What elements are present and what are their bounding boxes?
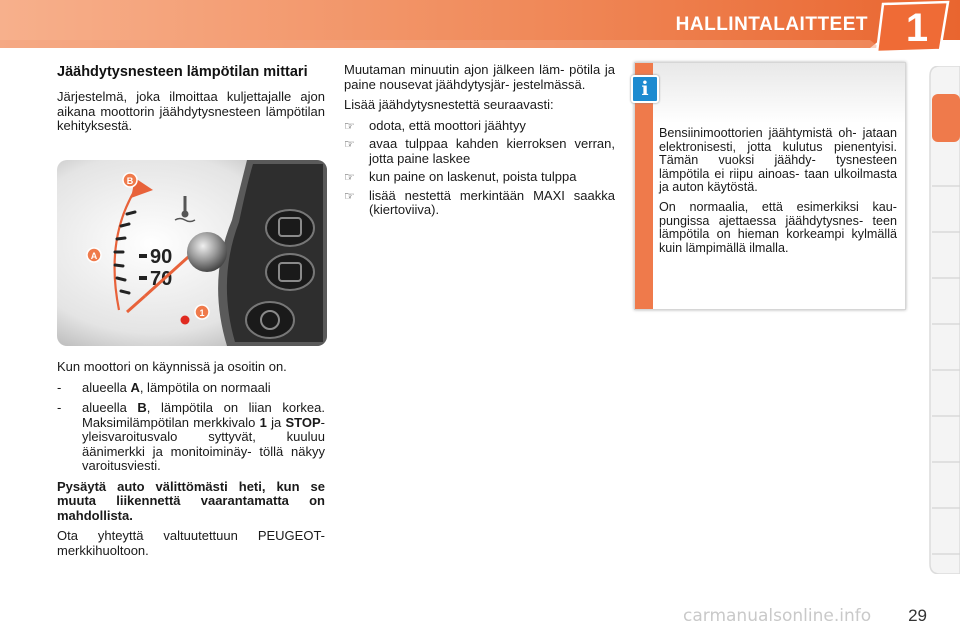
step-item: ☞ odota, että moottori jäähtyy xyxy=(344,117,526,133)
warning-light xyxy=(181,316,190,325)
gauge-mark-90: 90 xyxy=(150,246,173,268)
section-heading: Jäähdytysnesteen lämpötilan mittari xyxy=(57,64,308,80)
gauge-label-b: B xyxy=(126,176,134,186)
info-paragraph-1: Bensiinimoottorien jäähtymistä oh- jataan elektronisesti, jotta kulutus pienentyisi. Tämän vuoksi jäähdy- tysnesteen lämpötila ei riipu ainoas- taan ulkoilmasta ja auton käytöstä. xyxy=(659,126,897,195)
contact-dealer: Ota yhteyttä valtuutettuun PEUGEOT- merkkihuoltoon. xyxy=(57,528,325,558)
watermark: carmanualsonline.info xyxy=(683,606,872,626)
chapter-tabs xyxy=(928,66,960,574)
pointing-hand-icon: ☞ xyxy=(344,118,355,133)
info-paragraph-2: On normaalia, että esimerkiksi kau- pungissa ajettaessa jäähdytysnes- teen lämpötila on hieman korkeampi kylmällä kuin lämpimällä ilmalla. xyxy=(659,199,897,255)
gauge-mark-70: 70 xyxy=(150,268,173,290)
step-item: ☞ avaa tulppaa kahden kierroksen verran, jotta paine laskee xyxy=(344,136,615,166)
active-chapter-tab xyxy=(932,94,960,142)
pointing-hand-icon: ☞ xyxy=(344,170,355,184)
pressure-paragraph: Muutaman minuutin ajon jälkeen läm- pötila ja paine nousevat jäähdytysjär- jestelmässä. xyxy=(344,62,615,92)
gauge-label-a: A xyxy=(90,251,98,261)
zone-a-item: - alueella A, lämpötila on normaali xyxy=(57,379,271,395)
gauge-hub xyxy=(187,232,227,272)
zone-b-item: - alueella B, lämpötila on liian korkea. Maksimilämpötilan merkkivalo 1 ja STOP-yleisvaroitusvalo syttyvät, kuuluu äänimerkki ja monitoiminäy- töllä näkyy varoitusviesti. xyxy=(57,400,325,473)
step-item: ☞ lisää nestettä merkintään MAXI saakka (kiertoviiva). xyxy=(344,187,615,217)
middle-column xyxy=(344,63,615,222)
temperature-gauge-illustration xyxy=(57,160,327,346)
step-item: ☞ kun paine on laskenut, poista tulppa xyxy=(344,169,577,184)
info-icon: i xyxy=(631,75,659,103)
page-number: 29 xyxy=(908,606,927,625)
left-column-top xyxy=(57,64,325,140)
info-box-body xyxy=(659,127,897,261)
stop-warning: Pysäytä auto välittömästi heti, kun se muuta liikennettä vaarantamatta on mahdollista. xyxy=(57,478,325,523)
page-header xyxy=(0,0,960,52)
chapter-number: 1 xyxy=(905,6,929,50)
left-column-bottom xyxy=(57,360,325,564)
instructions-intro: Lisää jäähdytysnestettä seuraavasti: xyxy=(344,97,554,112)
section-title: HALLINTALAITTEET xyxy=(675,14,868,35)
intro-paragraph: Järjestelmä, joka ilmoittaa kuljettajalle ajon aikana moottorin jäähdytysnesteen lämpötilan kehityksestä. xyxy=(57,89,325,133)
engine-running-paragraph: Kun moottori on käynnissä ja osoitin on. xyxy=(57,359,287,374)
info-box xyxy=(634,62,906,310)
pointing-hand-icon: ☞ xyxy=(344,188,355,203)
pointing-hand-icon: ☞ xyxy=(344,137,355,151)
gauge-label-1: 1 xyxy=(199,308,205,318)
